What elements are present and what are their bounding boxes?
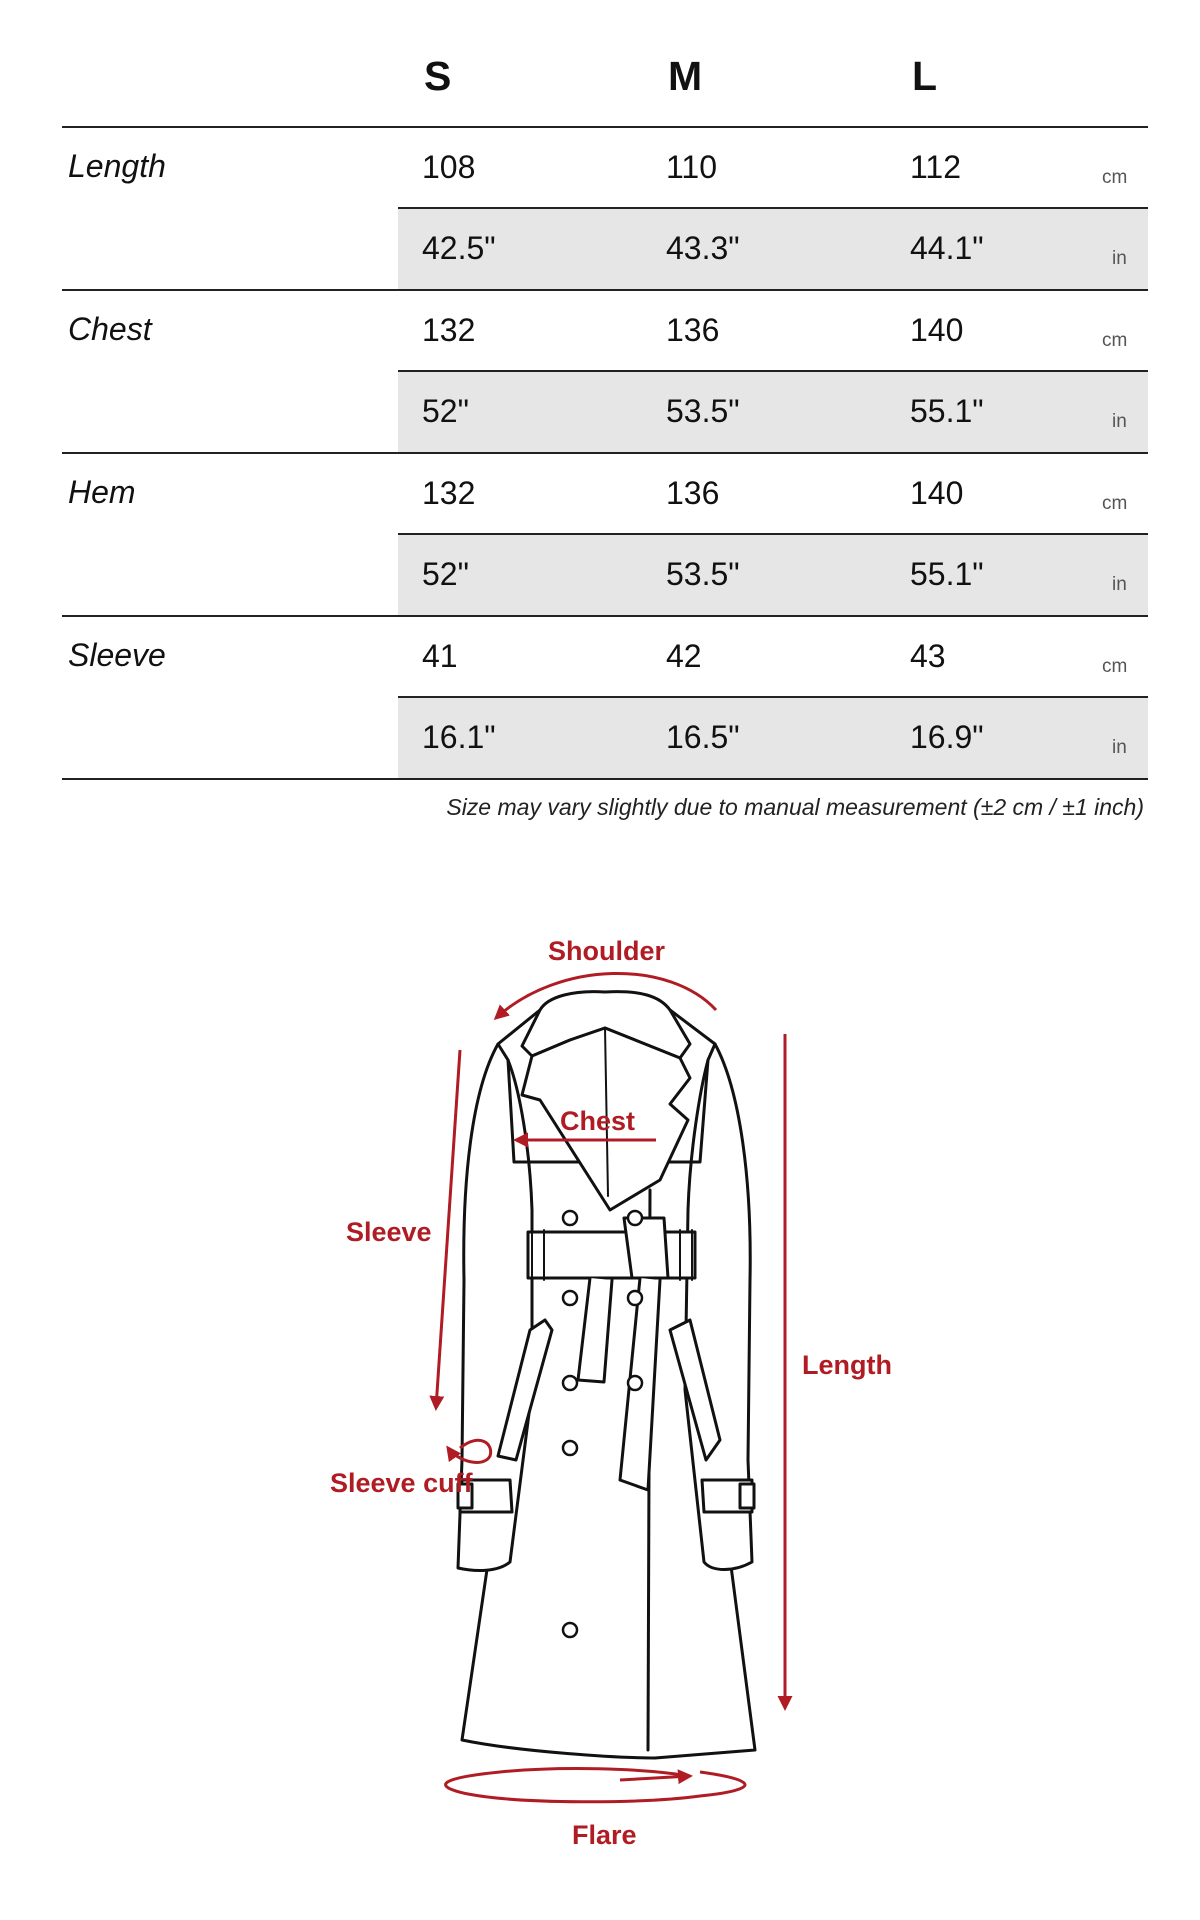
cell-hem-s-cm: 132 — [422, 475, 476, 511]
row-label-chest: Chest — [68, 311, 152, 347]
cell-chest-m-cm: 136 — [666, 312, 720, 348]
size-header-s: S — [424, 53, 452, 99]
cell-chest-s-in: 52" — [422, 393, 469, 429]
unit-in: in — [1112, 411, 1127, 432]
label-length: Length — [802, 1350, 892, 1380]
cell-length-l-in: 44.1" — [910, 230, 984, 266]
cell-hem-s-in: 52" — [422, 556, 469, 592]
cell-hem-l-cm: 140 — [910, 475, 964, 511]
cell-length-l-cm: 112 — [910, 149, 962, 185]
label-sleeve-cuff: Sleeve cuff — [330, 1468, 473, 1498]
size-header-l: L — [912, 53, 938, 99]
row-label-sleeve: Sleeve — [68, 637, 166, 673]
cell-sleeve-m-in: 16.5" — [666, 719, 740, 755]
inch-row-shade — [398, 698, 1148, 778]
cell-length-s-in: 42.5" — [422, 230, 496, 266]
label-sleeve: Sleeve — [346, 1217, 432, 1247]
coat-measurement-diagram — [0, 900, 1200, 1900]
table-divider — [62, 615, 1148, 617]
cell-sleeve-l-in: 16.9" — [910, 719, 984, 755]
cell-sleeve-s-in: 16.1" — [422, 719, 496, 755]
cell-chest-l-cm: 140 — [910, 312, 964, 348]
cell-length-s-cm: 108 — [422, 149, 476, 185]
cell-chest-s-cm: 132 — [422, 312, 476, 348]
table-divider — [62, 126, 1148, 128]
unit-cm: cm — [1102, 167, 1128, 188]
cell-sleeve-s-cm: 41 — [422, 638, 458, 674]
cell-hem-m-cm: 136 — [666, 475, 720, 511]
cell-chest-l-in: 55.1" — [910, 393, 984, 429]
table-divider — [62, 289, 1148, 291]
measurement-note: Size may vary slightly due to manual measurement (±2 cm / ±1 inch) — [446, 794, 1144, 820]
unit-cm: cm — [1102, 493, 1128, 514]
cell-hem-l-in: 55.1" — [910, 556, 984, 592]
label-chest: Chest — [560, 1106, 636, 1136]
inch-row-shade — [398, 535, 1148, 615]
cell-chest-m-in: 53.5" — [666, 393, 740, 429]
table-divider — [62, 778, 1148, 780]
flare-arrow — [446, 1769, 745, 1802]
unit-cm: cm — [1102, 656, 1128, 677]
label-shoulder: Shoulder — [548, 936, 666, 966]
cell-sleeve-m-cm: 42 — [666, 638, 702, 674]
cell-sleeve-l-cm: 43 — [910, 638, 946, 674]
inch-row-shade — [398, 209, 1148, 289]
label-flare: Flare — [572, 1820, 637, 1850]
cell-length-m-cm: 110 — [666, 149, 718, 185]
unit-in: in — [1112, 248, 1127, 269]
row-label-hem: Hem — [68, 474, 136, 510]
table-divider — [62, 452, 1148, 454]
inch-row-shade — [398, 372, 1148, 452]
unit-cm: cm — [1102, 330, 1128, 351]
cell-hem-m-in: 53.5" — [666, 556, 740, 592]
size-header-m: M — [668, 53, 703, 99]
unit-in: in — [1112, 737, 1127, 758]
cell-length-m-in: 43.3" — [666, 230, 740, 266]
sleeve-arrow — [436, 1050, 460, 1408]
unit-in: in — [1112, 574, 1127, 595]
row-label-length: Length — [68, 148, 166, 184]
